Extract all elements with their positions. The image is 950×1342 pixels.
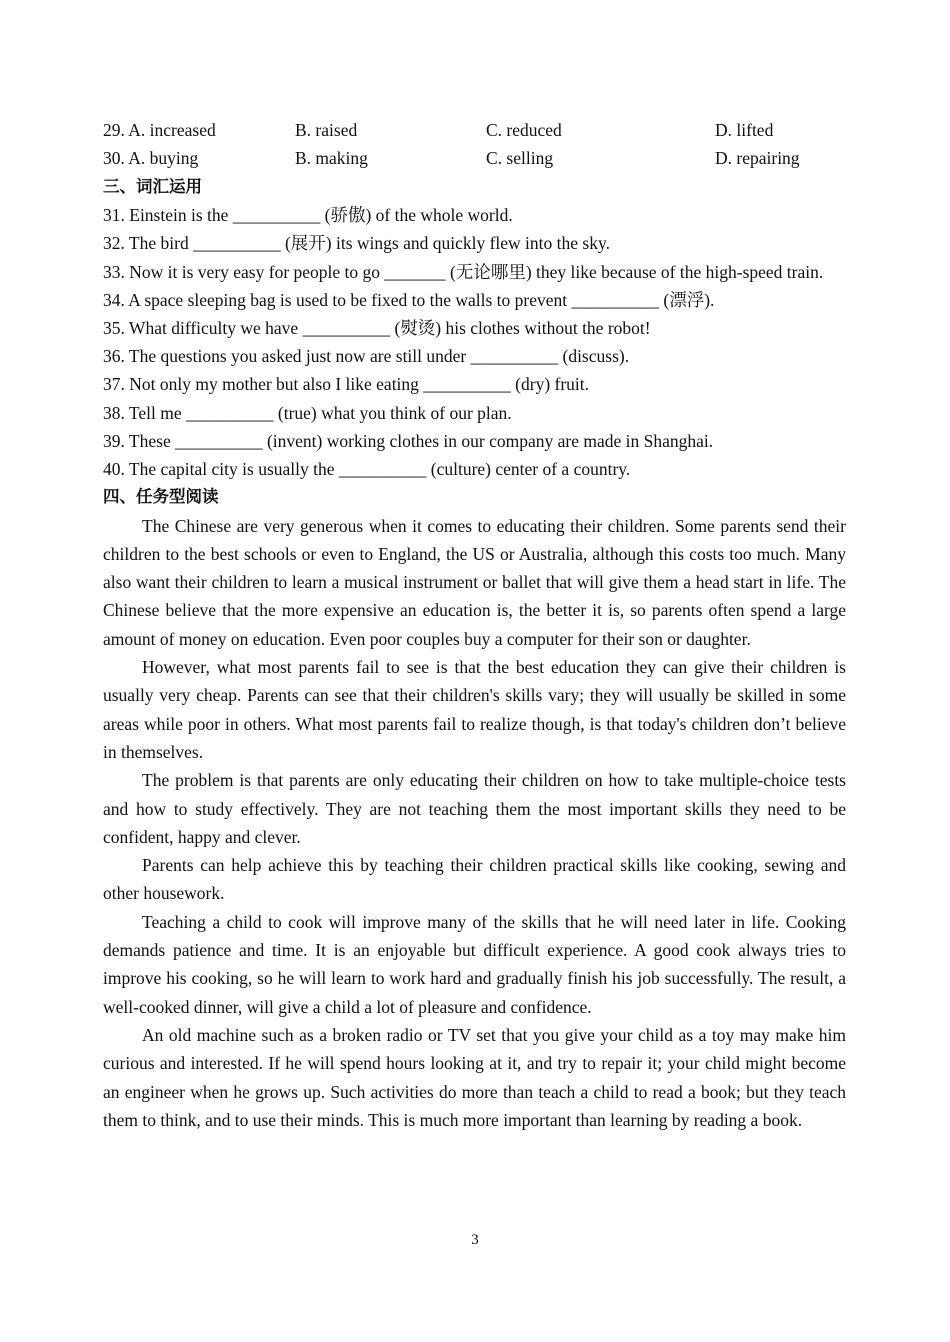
option-d: D. repairing xyxy=(715,148,800,169)
question-36: 36. The questions you asked just now are still under __________ (discuss). xyxy=(103,346,630,367)
question-35: 35. What difficulty we have __________ (熨烫) his clothes without the robot! xyxy=(103,317,651,338)
question-32: 32. The bird __________ (展开) its wings and quickly flew into the sky. xyxy=(103,233,610,254)
reading-paragraph-4: Parents can help achieve this by teaching their children practical skills like cooking, sewing and other housework. xyxy=(103,855,846,904)
reading-paragraph-1: The Chinese are very generous when it comes to educating their children. Some parents send their children to the best schools or even to England, the US or Australia, although this costs too much. Many also want their children to learn a musical instrument or ballet that will give them a head start in life. The Chinese believe that the more expensive an education is, the better it is, so parents often spend a large amount of money on education. Even poor couples buy a computer for their son or daughter. xyxy=(103,515,846,649)
section-heading-vocabulary: 三、词汇运用 xyxy=(103,176,202,196)
page-number: 3 xyxy=(471,1232,479,1248)
question-31: 31. Einstein is the __________ (骄傲) of the whole world. xyxy=(103,205,513,226)
section-heading-reading: 四、任务型阅读 xyxy=(103,487,219,507)
document-page xyxy=(103,116,846,1134)
question-40: 40. The capital city is usually the __________ (culture) center of a country. xyxy=(103,459,631,479)
reading-paragraph-6: An old machine such as a broken radio or TV set that you give your child as a toy may make him curious and interested. If he will spend hours looking at it, and try to repair it; your child might become an engineer when he grows up. Such activities do more than teach a child to read a book; but they teach them to think, and to use their minds. This is much more important than learning by reading a book. xyxy=(103,1024,846,1130)
reading-paragraph-2: However, what most parents fail to see is that the best education they can give their children is usually very cheap. Parents can see that their children's skills vary; they will usually be skilled in some areas while poor in others. What most parents fail to realize though, is that today's children don’t believe in themselves. xyxy=(103,657,846,762)
option-b: B. raised xyxy=(295,120,358,140)
option-b: B. making xyxy=(295,148,368,169)
question-37: 37. Not only my mother but also I like eating __________ (dry) fruit. xyxy=(103,374,590,395)
choice-row-29 xyxy=(103,116,846,144)
option-a: 30. A. buying xyxy=(103,148,199,169)
question-33: 33. Now it is very easy for people to go _______ (无论哪里) they like because of the high-speed train. xyxy=(103,261,824,282)
question-39: 39. These __________ (invent) working clothes in our company are made in Shanghai. xyxy=(103,430,714,451)
option-d: D. lifted xyxy=(715,120,774,140)
reading-paragraph-3: The problem is that parents are only educating their children on how to take multiple-choice tests and how to study effectively. They are not teaching them the most important skills they need to be confident, happy and clever. xyxy=(103,770,846,847)
choice-row-30 xyxy=(103,144,846,172)
reading-paragraph-5: Teaching a child to cook will improve many of the skills that he will need later in life. Cooking demands patience and time. It is an enjoyable but difficult experience. A good cook always tries to improve his cooking, so he will learn to work hard and gradually finish his job successfully. The result, a well-cooked dinner, will give a child a lot of pleasure and confidence. xyxy=(103,911,846,1017)
question-38: 38. Tell me __________ (true) what you think of our plan. xyxy=(103,402,512,423)
option-c: C. reduced xyxy=(486,120,562,140)
option-c: C. selling xyxy=(486,148,554,169)
option-a: 29. A. increased xyxy=(103,120,216,140)
question-34: 34. A space sleeping bag is used to be fixed to the walls to prevent __________ (漂浮). xyxy=(103,289,715,310)
